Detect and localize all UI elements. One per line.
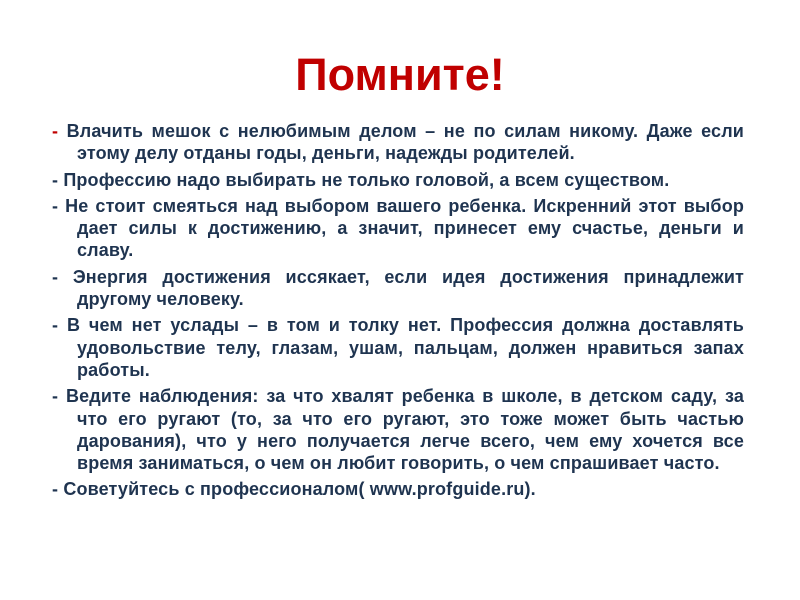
- advice-item: [52, 266, 744, 311]
- advice-text: Влачить мешок с нелюбимым делом – не по силам никому. Даже если этому делу отданы годы, деньги, надежды родителей.: [66, 121, 744, 164]
- bullet-dash: -: [52, 195, 59, 216]
- bullet-dash: -: [52, 121, 59, 141]
- advice-text: Не стоит смеяться над выбором вашего ребенка. Искренний этот выбор дает силы к достижению, а значит, принесет ему счастье, деньги и славу.: [65, 195, 744, 261]
- bullet-dash: -: [52, 315, 59, 336]
- slide-title: Помните!: [295, 49, 505, 100]
- advice-item: [52, 120, 744, 165]
- bullet-dash: -: [52, 169, 59, 190]
- advice-text: Советуйтесь с профессионалом( www.profguide.ru).: [63, 479, 536, 500]
- advice-item: [52, 314, 744, 381]
- advice-item: [52, 478, 744, 500]
- advice-text: Профессию надо выбирать не только головой, а всем существом.: [63, 169, 670, 190]
- bullet-dash: -: [52, 386, 59, 407]
- advice-text: Энергия достижения иссякает, если идея достижения принадлежит другому человеку.: [72, 266, 744, 310]
- advice-item: [52, 169, 744, 191]
- advice-item: [52, 195, 744, 262]
- advice-text: В чем нет услады – в том и толку нет. Профессия должна доставлять удовольствие телу, глазам, ушам, пальцам, должен нравиться запах работы.: [66, 315, 744, 380]
- advice-item: [52, 385, 744, 474]
- bullet-dash: -: [52, 479, 59, 500]
- advice-text: Ведите наблюдения: за что хвалят ребенка в школе, в детском саду, за что его ругают (то, за что его ругают, это тоже может быть частью дарования), что у него получается легче всего, чем ему хочется все время заниматься, о чем он любит говорить, о чем спрашивает часто.: [65, 386, 744, 474]
- advice-list: [52, 120, 744, 505]
- bullet-dash: -: [52, 266, 59, 287]
